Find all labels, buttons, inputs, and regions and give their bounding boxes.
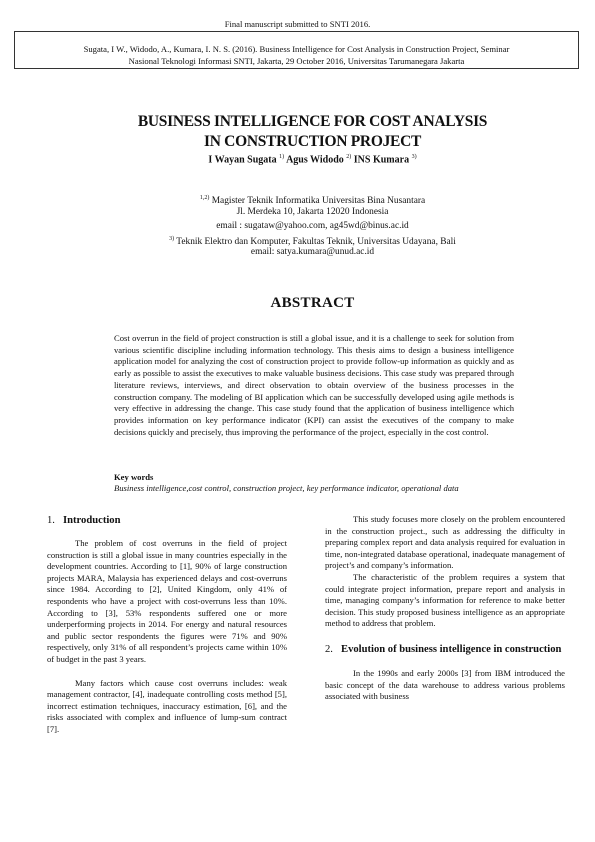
section-1-heading [47,514,287,528]
affiliation-1-name-line [60,193,565,208]
author-2-sup: 2) [346,154,352,160]
author-2: Agus Widodo [286,154,344,166]
citation-line-1: Sugata, I W., Widodo, A., Kumara, I. N. S. (2016). Business Intelligence for Cost Analysis in Construction Project, Seminar [83,44,510,54]
section-1-title: Introduction [63,515,121,526]
left-column [47,514,287,736]
section-2-heading [325,640,565,660]
affiliation-1-address: Jl. Merdeka 10, Jakarta 12020 Indonesia [236,207,389,217]
right-column [325,514,565,703]
title-line-2: IN CONSTRUCTION PROJECT [203,133,422,150]
affiliation-2-email: email: satya.kumara@unud.ac.id [250,247,375,257]
section-2-number: 2. [325,643,333,655]
affiliation-2-sup: 3) [169,236,175,242]
section-2-paragraph-1: In the 1990s and early 2000s [3] from IBM introduced the basic concept of the data warehouse to address various problems associated with business [325,667,565,702]
author-1-sup: 1) [279,154,285,160]
section-1-number: 1. [47,515,55,526]
keywords-text: Business intelligence,cost control, construction project, key performance indicator, operational data [114,483,459,493]
author-1: I Wayan Sugata [208,154,277,166]
citation-box [14,31,579,69]
paper-title [60,112,565,152]
title-line-1: BUSINESS INTELLIGENCE FOR COST ANALYSIS [137,113,488,130]
manuscript-note: Final manuscript submitted to SNTI 2016. [224,19,371,29]
abstract-heading: ABSTRACT [270,295,355,311]
affiliation-1-sup: 1,2) [199,195,210,201]
author-3-sup: 3) [411,154,417,160]
section-1-paragraph-2: Many factors which cause cost overruns includes: weak management contractor, [4], inadequate controlling costs method [5], incorrect estimation techniques, inaccuracy estimation, [6], and the risks associated with complex and influence of lump-sum contract [7]. [47,677,287,734]
section-1-paragraph-3: This study focuses more closely on the problem encountered in the construction project., such as addressing the difficulty in preparing complex report and data analysis required for evaluation in time, non-integrated database operational, inadequate management of project’s and company’s information. [325,514,565,571]
section-1-paragraph-4: The characteristic of the problem requires a system that could integrate project information, prepare report and analysis in time, managing company’s information for reference to make better decision. This study proposed business intelligence as an appropriate method to address that problem. [325,571,565,629]
affiliation-1-name: Magister Teknik Informatika Universitas Bina Nusantara [211,196,426,207]
citation-line-2: Nasional Teknologi Informasi SNTI, Jakarta, 29 October 2016, Universitas Tarumanegara Jakarta [128,55,465,66]
author-list [60,154,565,165]
affiliation-1-email: email : sugataw@yahoo.com, ag45wd@binus.ac.id [216,221,409,231]
section-1-paragraph-1: The problem of cost overruns in the field of project construction is still a global issue in many countries especially in the development countries. According to [1], 90% of large construction projects MARA, Malaysia has experienced delays and cost-overruns since 1984. According to [2], United Kingdom, only 41% of respondents who have a project with cost-overruns less than 10%. According to [3], 53% respondents suffered one or more underperforming projects in 2014. For energy and natural resources and public sector respondents the figures were 71% and 90% respectively, only 31% of all respondent’s projects came within 10% of budget in the past 3 years. [47,538,287,664]
section-2-title: Evolution of business intelligence in construction [341,643,562,655]
keywords-heading: Key words [114,472,154,482]
affiliation-2-name: Teknik Elektro dan Komputer, Fakultas Teknik, Universitas Udayana, Bali [176,237,456,248]
abstract-text: Cost overrun in the field of project construction is still a global issue, and it is a challenge to seek for solution from various scientific discipline including information technology. This thesis aims to design a business intelligence application model for analyzing the cost of construction project to provide follow-up information as quickly and as early as possible to assist the executives to make valuable business decisions. This case study was prepared through literature reviews, interviews, and direct observation to obtain overview of the business processes in the construction company. The modeling of BI application which can be successfully developed using agile methods is very effective in addressing the change. This case study found that the application of business intelligence which provides information on key performance indicator (KPI) can assist the executives of the company to make decisions quickly and precisely, thus improving the performance of the project, especially in the cost control. [114,333,514,437]
author-3: INS Kumara [353,154,410,166]
